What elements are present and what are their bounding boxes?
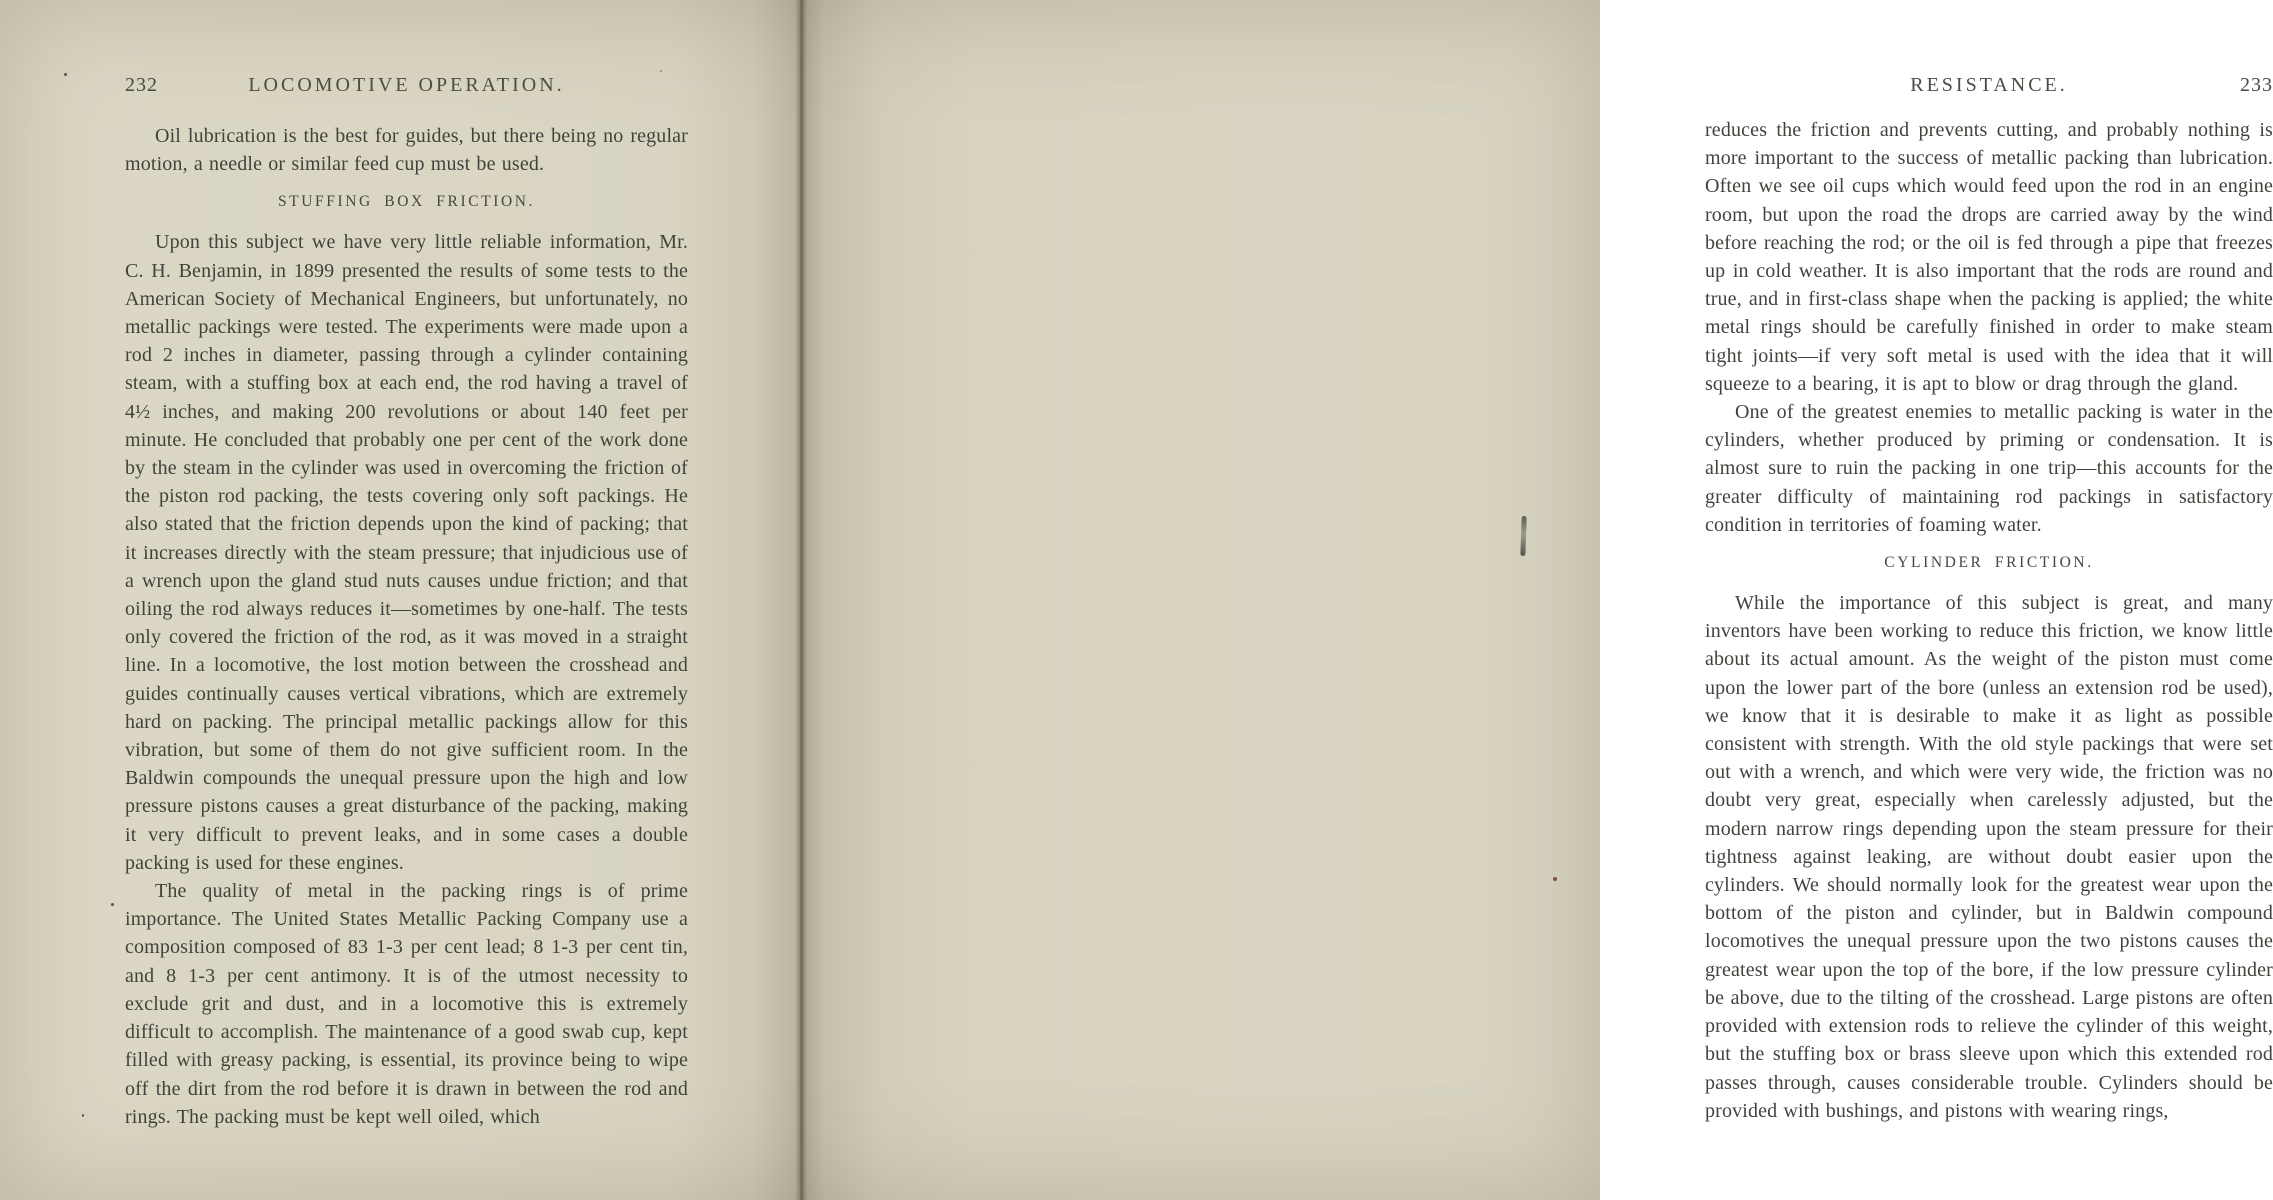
section-heading: STUFFING BOX FRICTION. xyxy=(277,193,536,211)
left-page-header xyxy=(125,74,688,97)
paper-speck xyxy=(1553,877,1557,881)
left-page-body xyxy=(125,122,688,1178)
right-page-body xyxy=(1705,116,2273,1178)
body-paragraph: While the importance of this subject is great, and many inventors have been working to reduce this friction, we know little about its actual amount. As the weight of the piston must come upon the lower part of the bore (unless an extension rod be used), we know that it is desirable to make it as light as possible consistent with strength. With the old style packings that were set out with a wrench, and which were very wide, the friction was no doubt very great, especially when carelessly adjusted, but the modern narrow rings depending upon the steam pressure for their tightness against leaking, are without doubt easier upon the cylinders. We should normally look for the greatest wear upon the bottom of the piston and cylinder, but in Baldwin compound locomotives the unequal pressure upon the two pistons causes the greatest wear upon the top of the bore, if the low pressure cylinder be above, due to the tilting of the crosshead. Large pistons are often provided with extension rods to relieve the cylinder of this weight, but the stuffing box or brass sleeve upon which this extended rod passes through, causes considerable trouble. Cylinders should be provided with bushings, and pistons with wearing rings, xyxy=(1705,592,2273,1122)
gutter-crease xyxy=(795,0,807,1200)
left-running-title: LOCOMOTIVE OPERATION. xyxy=(248,74,565,96)
right-page-number: 233 xyxy=(2240,74,2273,96)
left-page xyxy=(0,0,800,1200)
body-paragraph: The quality of metal in the packing rings is of prime importance. The United States Metallic Packing Company use a composition composed of 83 1-3 per cent lead; 8 1-3 per cent tin, and 8 1-3 per cent antimony. It is of the utmost necessity to exclude grit and dust, and in a locomotive this is extremely difficult to accomplish. The maintenance of a good swab cup, kept filled with greasy packing, is essential, its province being to wipe off the dirt from the rod before it is drawn in between the rod and rings. The packing must be kept well oiled, which xyxy=(125,880,688,1128)
body-paragraph: One of the greatest enemies to metallic packing is water in the cylinders, whether produced by priming or condensation. It is almost sure to ruin the packing in one trip—this accounts for the greater difficulty of maintaining rod packings in satisfactory condition in territories of foaming water. xyxy=(1705,401,2273,536)
paper-speck xyxy=(660,70,662,72)
paper-speck xyxy=(82,1114,84,1117)
body-paragraph: Oil lubrication is the best for guides, but there being no regular motion, a needle or similar feed cup must be used. xyxy=(125,125,688,176)
right-page xyxy=(800,0,2273,1200)
paper-speck xyxy=(111,903,114,906)
right-page-header xyxy=(1705,74,2273,97)
body-paragraph: Upon this subject we have very little reliable information, Mr. C. H. Benjamin, in 1899 presented the results of some tests to the American Society of Mechanical Engineers, but unfortunately, no metallic packings were tested. The experiments were made upon a rod 2 inches in diameter, passing through a cylinder containing steam, with a stuffing box at each end, the rod having a travel of 4½ inches, and making 200 revolutions or about 140 feet per minute. He concluded that probably one per cent of the work done by the steam in the cylinder was used in overcoming the friction of the piston rod packing, the tests covering only soft packings. He also stated that the friction depends upon the kind of packing; that it increases directly with the steam pressure; that injudicious use of a wrench upon the gland stud nuts causes undue friction; and that oiling the rod always reduces it—sometimes by one-half. The tests only covered the friction of the rod, as it was moved in a straight line. In a locomotive, the lost motion between the crosshead and guides continually causes vertical vibrations, which are extremely hard on packing. The principal metallic packings allow for this vibration, but some of them do not give sufficient room. In the Baldwin compounds the unequal pressure upon the high and low pressure pistons causes a great disturbance of the packing, making it very difficult to prevent leaks, and in some cases a double packing is used for these engines. xyxy=(125,231,688,874)
right-running-title: RESISTANCE. xyxy=(1910,74,2068,96)
paper-speck xyxy=(64,73,67,76)
body-paragraph: reduces the friction and prevents cutting, and probably nothing is more important to the success of metallic packing than lubrication. Often we see oil cups which would feed upon the rod in an engine room, but upon the road the drops are carried away by the wind before reaching the rod; or the oil is fed through a pipe that freezes up in cold weather. It is also important that the rods are round and true, and in first-class shape when the packing is applied; the white metal rings should be carefully finished in order to make steam tight joints—if very soft metal is used with the idea that it will squeeze to a bearing, it is apt to blow or drag through the gland. xyxy=(1705,119,2273,395)
section-heading: CYLINDER FRICTION. xyxy=(1884,554,2094,572)
left-page-number: 232 xyxy=(125,74,158,96)
